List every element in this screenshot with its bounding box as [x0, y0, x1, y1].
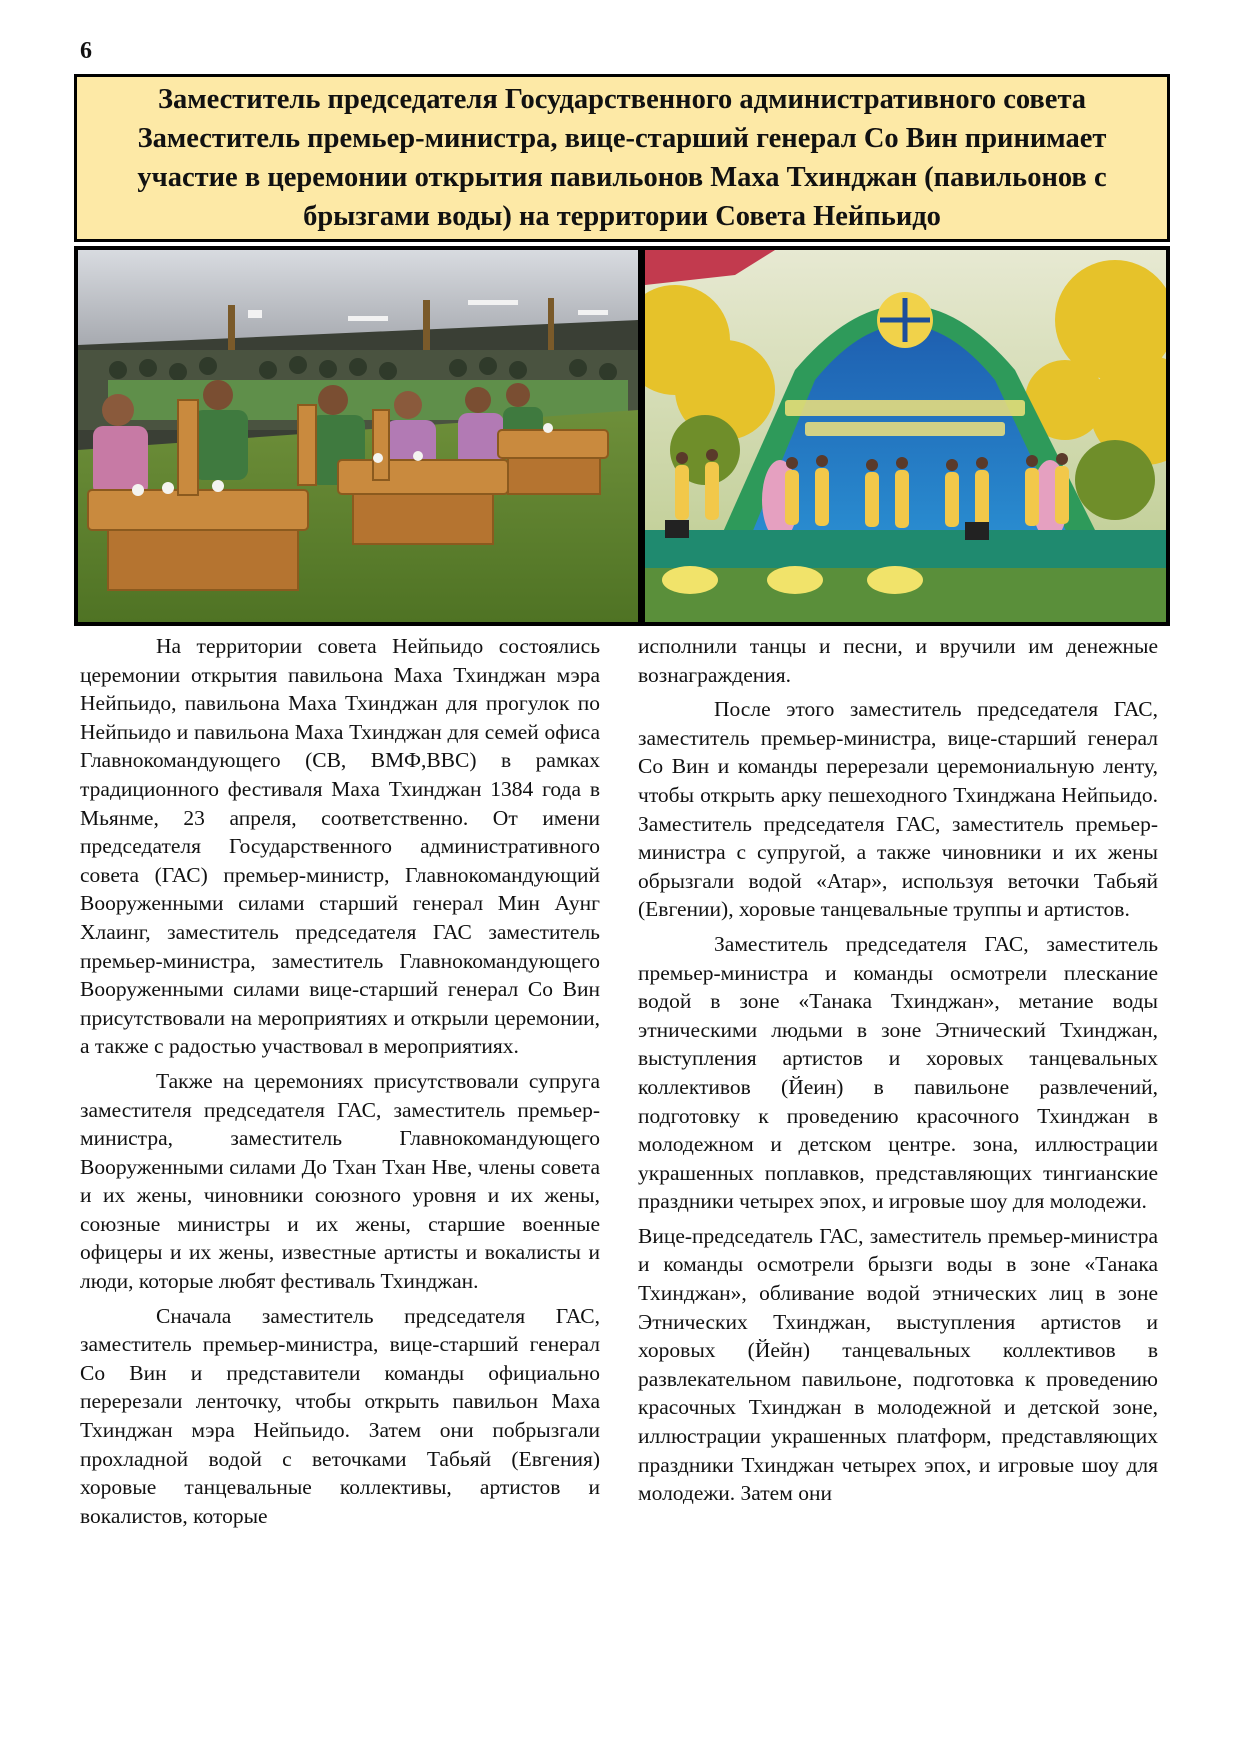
photo-officials-image — [78, 250, 638, 622]
paragraph: исполнили танцы и песни, и вручили им денежные вознаграждения. — [638, 634, 1158, 687]
article-column-right — [638, 632, 1158, 1642]
photo-strip — [74, 246, 1170, 626]
paragraph: Также на церемониях присутствовали супруга заместителя председателя ГАС, заместитель премьер-министра, заместитель Главнокомандующего Вооруженными силами До Тхан Тхан Нве, члены совета и их жены, чиновники союзного уровня и их жены, союзные министры и их жены, старшие военные офицеры и их жены, известные артисты и вокалисты и люди, которые любят фестиваль Тхинджан. — [80, 1068, 600, 1294]
paragraph: Сначала заместитель председателя ГАС, заместитель премьер-министра, вице-старший генерал Со Вин и представители команды официально перерезали ленточку, чтобы открыть павильон Маха Тхинджан мэра Нейпьидо. Затем они побрызгали прохладной водой с веточками Табьяй (Евгения) хоровые танцевальные коллективы, артистов и вокалистов, которые — [80, 1303, 600, 1528]
page-number: 6 — [80, 38, 92, 64]
paragraph: На территории совета Нейпьидо состоялись церемонии открытия павильона Маха Тхинджан мэра Нейпьидо, павильона Маха Тхинджан для прогулок по Нейпьидо и павильона Маха Тхинджан для семей офиса Главнокомандующего (СВ, ВМФ,ВВС) в рамках традиционного фестиваля Маха Тхинджан 1384 года в Мьянме, 23 апреля, соответственно. От имени председателя Государственного административного совета (ГАС) премьер-министр, Главнокомандующий Вооруженными силами старший генерал Мин Аунг Хлаинг, заместитель председателя ГАС заместитель премьер-министра, заместитель Главнокомандующего Вооруженными силами вице-старший генерал Со Вин присутствовали на мероприятиях и открыли церемонии, а также с радостью участвовал в мероприятиях. — [80, 634, 600, 1059]
paragraph: Вице-председатель ГАС, заместитель премьер-министра и команды осмотрели брызги воды в зоне «Танака Тхинджан», обливание водой этнических лиц в зоне Этнических Тхинджан, выступления артистов и хоровых (Йейн) танцевальных коллективов в развлекательном павильоне, подготовка к проведению красочных Тхинджан в молодежной и детской зоне, иллюстрации украшенных платформ, представляющих праздники Тхинджан четырех эпох, и игровые шоу для молодежи. Затем они — [638, 1223, 1158, 1506]
headline: Заместитель председателя Государственного административного совета Заместитель премьер-министра, вице-старший генерал Со Вин принимает участие в церемонии открытия павильонов Маха Тхинджан (павильонов с брызгами воды) на территории Совета Нейпьидо — [137, 84, 1107, 232]
paragraph: Заместитель председателя ГАС, заместитель премьер-министра и команды осмотрели плескание водой в зоне «Танака Тхинджан», метание воды этническими людьми в зоне Этнический Тхинджан, выступления артистов и хоровых танцевальных коллективов (Йеин) в павильоне развлечений, подготовку к проведению красочного Тхинджан в молодежном и детском центре. зона, иллюстрации украшенных поплавков, представляющих тингианские праздники четырех эпох, и игровые шоу для молодежи. — [638, 931, 1158, 1214]
photo-stage-performance — [645, 250, 1166, 622]
article-column-left — [80, 632, 600, 1642]
photo-stage-image — [645, 250, 1166, 622]
headline-box — [74, 74, 1170, 242]
paragraph: После этого заместитель председателя ГАС, заместитель премьер-министра, вице-старший генерал Со Вин и команды перерезали церемониальную ленту, чтобы открыть арку пешеходного Тхинджана Нейпьидо. Заместитель председателя ГАС, заместитель премьер-министра с супругой, а также чиновники и их жены обрызгали водой «Атар», используя веточки Табьяй (Евгении), хоровые танцевальные труппы и артистов. — [638, 697, 1158, 922]
photo-officials-seated — [78, 250, 638, 622]
